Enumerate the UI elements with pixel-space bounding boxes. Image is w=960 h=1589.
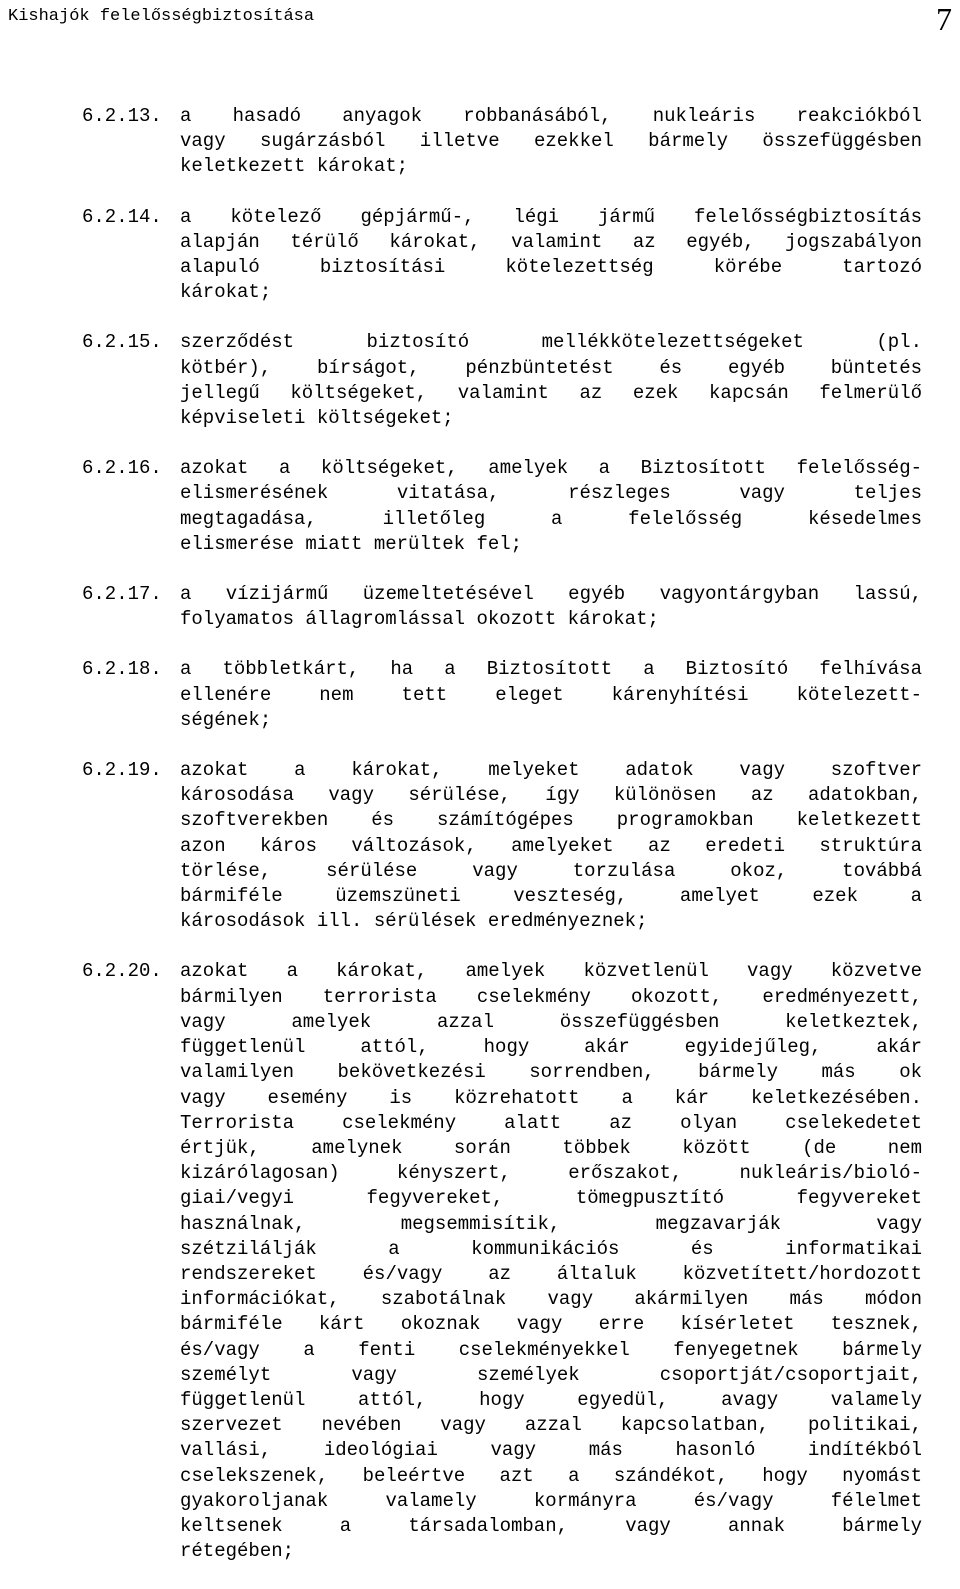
- text-line: alapuló biztosítási kötelezettség körébe tartozó: [180, 256, 922, 279]
- item-text: [180, 456, 922, 557]
- text-line: keletkezett károkat;: [180, 155, 409, 178]
- text-line: kizárólagosan) kényszert, erőszakot, nukleáris/bioló-: [180, 1162, 922, 1185]
- text-line: folyamatos állagromlással okozott károkat;: [180, 608, 659, 631]
- text-line: szoftverekben és számítógépes programokban keletkezett: [180, 809, 922, 832]
- page-number: 7: [936, 1, 952, 37]
- text-line: szétzilálják a kommunikációs és informatikai: [180, 1237, 922, 1260]
- text-line: bármiféle üzemszüneti veszteség, amelyet ezek a: [180, 885, 922, 908]
- text-line: személyt vagy személyek csoportját/csoportjait,: [180, 1363, 922, 1386]
- text-line: azokat a károkat, melyeket adatok vagy szoftver: [180, 759, 922, 782]
- text-line: használnak, megsemmisítik, megzavarják vagy: [180, 1212, 922, 1235]
- text-line: alapján térülő károkat, valamint az egyéb, jogszabályon: [180, 230, 922, 253]
- list-item: [82, 582, 922, 632]
- text-line: függetlenül attól, hogy egyedül, avagy valamely: [180, 1388, 922, 1411]
- text-line: a többletkárt, ha a Biztosított a Biztosító felhívása: [180, 658, 922, 681]
- item-text: [180, 582, 922, 632]
- item-number: 6.2.20.: [82, 960, 162, 983]
- document-title: Kishajók felelősségbiztosítása: [8, 7, 315, 26]
- item-number: 6.2.19.: [82, 759, 162, 782]
- text-line: azokat a károkat, amelyek közvetlenül vagy közvetve: [180, 960, 922, 983]
- text-line: kötbér), bírságot, pénzbüntetést és egyéb büntetés: [180, 356, 922, 379]
- item-number: 6.2.14.: [82, 205, 162, 228]
- text-line: károsodások ill. sérülések eredményeznek;: [180, 910, 648, 933]
- text-line: ségének;: [180, 708, 272, 731]
- text-line: rétegében;: [180, 1540, 295, 1563]
- item-text: [180, 657, 922, 733]
- text-line: a vízijármű üzemeltetésével egyéb vagyontárgyban lassú,: [180, 583, 922, 606]
- list-item: [82, 205, 922, 306]
- text-line: ellenére nem tett eleget kárenyhítési kötelezett-: [180, 683, 922, 706]
- list-item: [82, 758, 922, 934]
- text-line: károkat;: [180, 281, 272, 304]
- text-line: szervezet nevében vagy azzal kapcsolatban, politikai,: [180, 1414, 922, 1437]
- text-line: függetlenül attól, hogy akár egyidejűleg, akár: [180, 1036, 922, 1059]
- text-line: vagy amelyek azzal összefüggésben keletkeztek,: [180, 1010, 922, 1033]
- list-item: [82, 330, 922, 431]
- item-text: [180, 205, 922, 306]
- item-number: 6.2.17.: [82, 583, 162, 606]
- item-text: [180, 104, 922, 180]
- text-line: és/vagy a fenti cselekményekkel fenyegetnek bármely: [180, 1338, 922, 1361]
- text-line: megtagadása, illetőleg a felelősség késedelmes: [180, 507, 922, 530]
- list-item: [82, 959, 922, 1564]
- list-item: [82, 657, 922, 733]
- text-line: valamilyen bekövetkezési sorrendben, bármely más ok: [180, 1061, 922, 1084]
- text-line: keltsenek a társadalomban, vagy annak bármely: [180, 1514, 922, 1537]
- text-line: vagy sugárzásból illetve ezekkel bármely összefüggésben: [180, 130, 922, 153]
- item-number: 6.2.16.: [82, 457, 162, 480]
- text-line: bármiféle kárt okoznak vagy erre kísérletet tesznek,: [180, 1313, 922, 1336]
- text-line: vagy esemény is közrehatott a kár keletkezésében.: [180, 1086, 922, 1109]
- text-line: képviseleti költségeket;: [180, 407, 454, 430]
- text-line: Terrorista cselekmény alatt az olyan cselekedetet: [180, 1111, 922, 1134]
- item-number: 6.2.13.: [82, 105, 162, 127]
- text-line: azon káros változások, amelyeket az eredeti struktúra: [180, 834, 922, 857]
- item-number: 6.2.15.: [82, 331, 162, 354]
- page-header: [8, 1, 960, 37]
- text-line: károsodása vagy sérülése, így különösen az adatokban,: [180, 784, 922, 807]
- item-text: [180, 959, 922, 1564]
- text-line: bármilyen terrorista cselekmény okozott, eredményezett,: [180, 985, 922, 1008]
- list-item: [82, 104, 922, 180]
- item-text: [180, 330, 922, 431]
- text-line: a hasadó anyagok robbanásából, nukleáris reakciókból: [180, 105, 922, 127]
- text-line: szerződést biztosító mellékkötelezettségeket (pl.: [180, 331, 922, 354]
- text-line: elismerésének vitatása, részleges vagy teljes: [180, 482, 922, 505]
- text-line: rendszereket és/vagy az általuk közvetített/hordozott: [180, 1262, 922, 1285]
- item-number: 6.2.18.: [82, 658, 162, 681]
- list-item: [82, 456, 922, 557]
- text-line: gyakoroljanak valamely kormányra és/vagy félelmet: [180, 1489, 922, 1512]
- text-line: információkat, szabotálnak vagy akármilyen más módon: [180, 1288, 922, 1311]
- text-line: azokat a költségeket, amelyek a Biztosított felelősség-: [180, 457, 922, 480]
- text-line: cselekszenek, beleértve azt a szándékot, hogy nyomást: [180, 1464, 922, 1487]
- item-text: [180, 758, 922, 934]
- text-line: értjük, amelynek során többek között (de nem: [180, 1136, 922, 1159]
- text-line: jellegű költségeket, valamint az ezek kapcsán felmerülő: [180, 381, 922, 404]
- text-line: törlése, sérülése vagy torzulása okoz, továbbá: [180, 859, 922, 882]
- text-line: vallási, ideológiai vagy más hasonló indítékból: [180, 1439, 922, 1462]
- text-line: elismerése miatt merültek fel;: [180, 532, 523, 555]
- exclusions-list: [82, 104, 922, 1589]
- text-line: giai/vegyi fegyvereket, tömegpusztító fegyvereket: [180, 1187, 922, 1210]
- text-line: a kötelező gépjármű-, légi jármű felelősségbiztosítás: [180, 205, 922, 228]
